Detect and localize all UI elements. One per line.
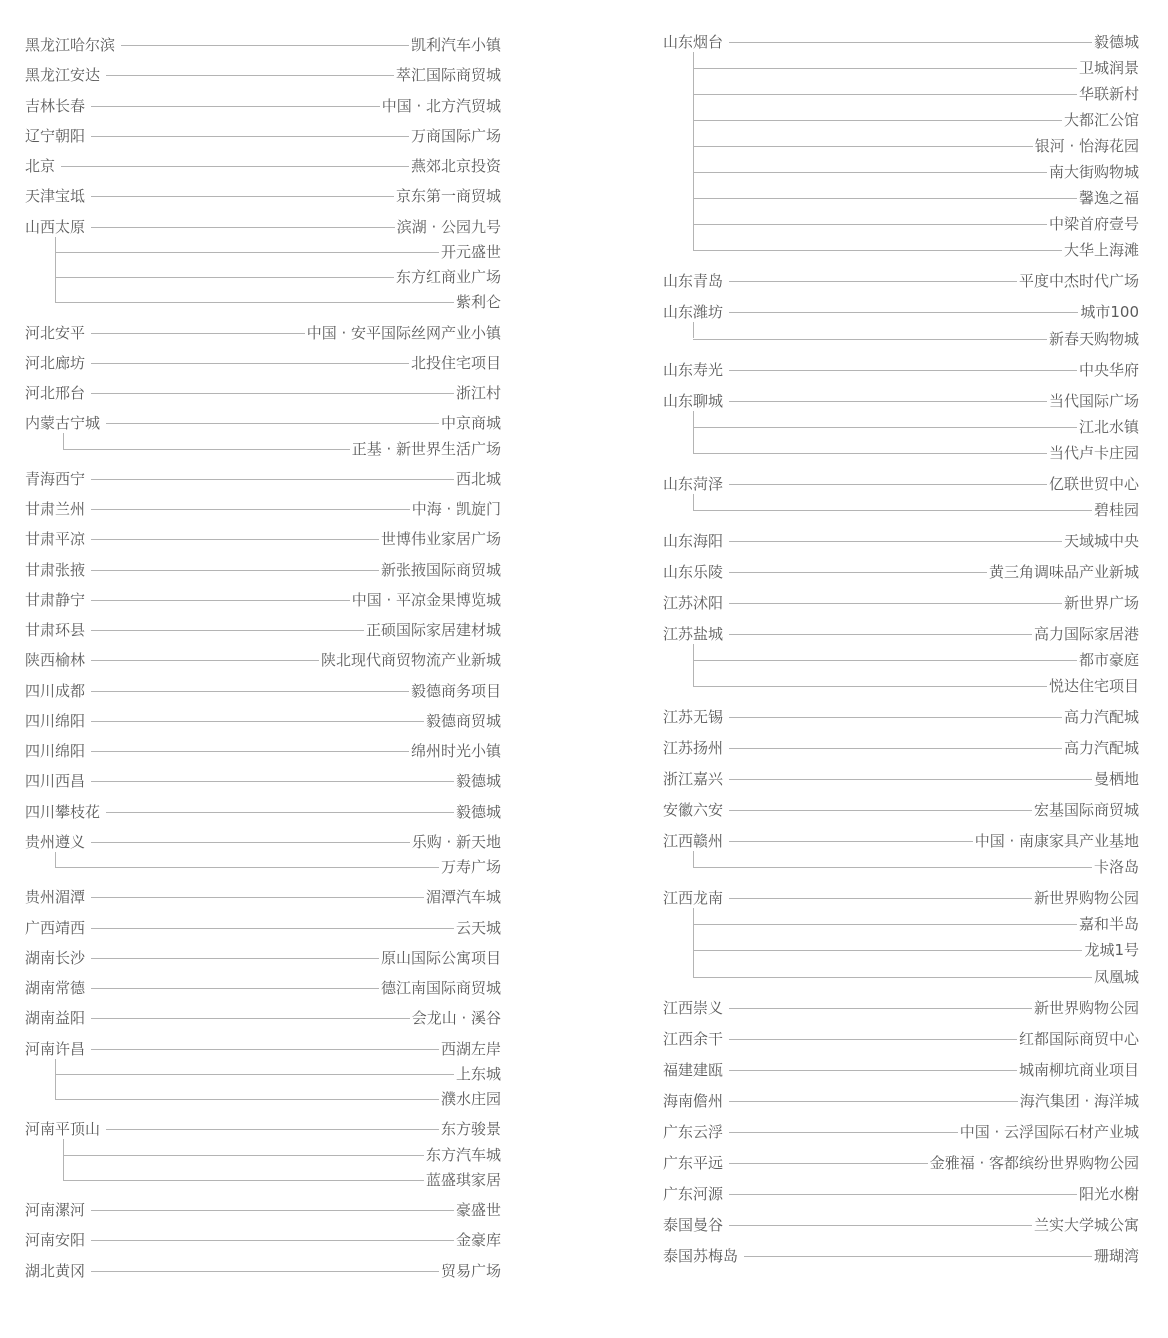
project-label: 中央华府 xyxy=(1078,360,1139,379)
connector-line xyxy=(693,453,1047,454)
connector-line xyxy=(91,363,409,364)
connector-line xyxy=(91,630,364,631)
connector-line xyxy=(693,924,1077,925)
connector-line xyxy=(693,510,1092,511)
location-label: 江苏沭阳 xyxy=(663,593,724,612)
location-label: 甘肃静宁 xyxy=(25,590,86,609)
project-label: 东方红商业广场 xyxy=(395,268,501,287)
project-label: 中京商城 xyxy=(440,414,501,433)
location-label: 吉林长春 xyxy=(25,96,86,115)
project-label: 中国 · 平凉金果博览城 xyxy=(351,590,501,609)
connector-line xyxy=(63,1155,424,1156)
project-label: 兰实大学城公寓 xyxy=(1033,1215,1139,1234)
location-label: 黑龙江哈尔滨 xyxy=(25,36,116,54)
branch-line xyxy=(693,908,694,976)
connector-line xyxy=(106,1129,439,1130)
project-label: 平度中杰时代广场 xyxy=(1018,272,1139,291)
project-label: 银河 · 怡海花园 xyxy=(1034,137,1139,156)
location-label: 河南安阳 xyxy=(25,1231,86,1250)
project-label: 乐购 · 新天地 xyxy=(411,832,501,851)
location-label: 浙江嘉兴 xyxy=(663,770,724,789)
project-label: 亿联世贸中心 xyxy=(1048,474,1139,493)
connector-line xyxy=(729,484,1047,485)
connector-line xyxy=(729,810,1032,811)
location-label: 广东平远 xyxy=(663,1153,724,1172)
location-label: 湖南常德 xyxy=(25,979,86,998)
location-label: 青海西宁 xyxy=(25,469,86,488)
location-label: 海南儋州 xyxy=(663,1091,724,1110)
project-label: 宏基国际商贸城 xyxy=(1033,801,1139,820)
connector-line xyxy=(91,751,409,752)
project-label: 毅德商务项目 xyxy=(410,681,501,700)
project-label: 东方骏景 xyxy=(440,1120,501,1139)
project-label: 海汽集团 · 海洋城 xyxy=(1019,1091,1139,1110)
location-label: 广东河源 xyxy=(663,1184,724,1203)
connector-line xyxy=(693,224,1047,225)
location-label: 湖南长沙 xyxy=(25,948,86,967)
location-label: 山东聊城 xyxy=(663,391,724,410)
project-label: 阳光水榭 xyxy=(1078,1184,1139,1203)
project-label: 毅德城 xyxy=(455,772,501,791)
location-label: 福建建瓯 xyxy=(663,1060,724,1079)
project-label: 浙江村 xyxy=(455,384,501,403)
location-label: 广东云浮 xyxy=(663,1122,724,1141)
project-label: 北投住宅项目 xyxy=(410,353,501,372)
project-label: 新春天购物城 xyxy=(1048,329,1139,348)
location-label: 四川西昌 xyxy=(25,772,86,791)
project-label: 新世界购物公园 xyxy=(1033,889,1139,908)
location-label: 山西太原 xyxy=(25,217,86,236)
project-label: 开元盛世 xyxy=(440,242,501,261)
location-label: 甘肃平凉 xyxy=(25,530,86,549)
location-label: 河南许昌 xyxy=(25,1039,86,1058)
connector-line xyxy=(693,977,1092,978)
project-label: 中国 · 北方汽贸城 xyxy=(381,96,501,115)
branch-line xyxy=(55,1059,56,1100)
project-label: 燕郊北京投资 xyxy=(410,157,501,176)
project-label: 万寿广场 xyxy=(440,858,501,877)
location-label: 江苏扬州 xyxy=(663,739,724,758)
connector-line xyxy=(55,867,439,868)
connector-line xyxy=(91,1210,454,1211)
connector-line xyxy=(729,841,973,842)
project-label: 滨湖 · 公园九号 xyxy=(396,217,501,236)
location-label: 山东海阳 xyxy=(663,531,724,550)
project-label: 会龙山 · 溪谷 xyxy=(411,1009,501,1028)
connector-line xyxy=(91,1240,454,1241)
location-label: 江西龙南 xyxy=(663,889,724,908)
connector-line xyxy=(729,541,1062,542)
connector-line xyxy=(91,479,454,480)
project-label: 碧桂园 xyxy=(1093,500,1139,519)
location-label: 泰国苏梅岛 xyxy=(663,1246,739,1265)
branch-line xyxy=(693,411,694,453)
connector-line xyxy=(693,94,1077,95)
branch-line xyxy=(693,644,694,686)
project-label: 德江南国际商贸城 xyxy=(380,979,501,998)
project-label: 华联新村 xyxy=(1078,85,1139,104)
location-label: 河南漯河 xyxy=(25,1201,86,1220)
location-label: 山东寿光 xyxy=(663,360,724,379)
connector-line xyxy=(91,227,395,228)
project-label: 曼栖地 xyxy=(1093,770,1139,789)
connector-line xyxy=(121,45,409,46)
location-label: 甘肃张掖 xyxy=(25,560,86,579)
connector-line xyxy=(55,1074,454,1075)
project-label: 悦达住宅项目 xyxy=(1048,677,1139,696)
location-label: 山东烟台 xyxy=(663,33,724,51)
location-label: 贵州湄潭 xyxy=(25,888,86,907)
connector-line xyxy=(729,1008,1032,1009)
project-label: 濮水庄园 xyxy=(440,1090,501,1109)
branch-line xyxy=(693,52,694,250)
location-label: 四川绵阳 xyxy=(25,711,86,730)
project-label: 正基 · 新世界生活广场 xyxy=(351,439,501,458)
connector-line xyxy=(744,1256,1092,1257)
location-label: 北京 xyxy=(25,157,56,176)
connector-line xyxy=(693,660,1077,661)
project-label: 当代国际广场 xyxy=(1048,391,1139,410)
connector-line xyxy=(729,898,1032,899)
project-label: 大都汇公馆 xyxy=(1063,111,1139,130)
project-label: 贸易广场 xyxy=(440,1261,501,1280)
connector-line xyxy=(55,302,454,303)
project-label: 中梁首府壹号 xyxy=(1048,215,1139,234)
project-label: 湄潭汽车城 xyxy=(425,888,501,907)
location-label: 天津宝坻 xyxy=(25,187,86,206)
location-label: 江西崇义 xyxy=(663,998,724,1017)
connector-line xyxy=(106,75,394,76)
project-label: 嘉和半岛 xyxy=(1078,915,1139,934)
project-label: 中国 · 南康家具产业基地 xyxy=(974,832,1139,851)
connector-line xyxy=(63,1180,424,1181)
connector-line xyxy=(91,1049,439,1050)
branch-line xyxy=(693,494,694,510)
location-label: 江苏无锡 xyxy=(663,708,724,727)
location-label: 江苏盐城 xyxy=(663,624,724,643)
location-label: 黑龙江安达 xyxy=(25,66,101,85)
connector-line xyxy=(693,68,1077,69)
location-label: 江西余干 xyxy=(663,1029,724,1048)
project-label: 万商国际广场 xyxy=(410,126,501,145)
connector-line xyxy=(91,928,454,929)
project-label: 大华上海滩 xyxy=(1063,241,1139,260)
connector-line xyxy=(729,1070,1017,1071)
connector-line xyxy=(91,958,379,959)
location-label: 山东菏泽 xyxy=(663,474,724,493)
location-label: 湖北黄冈 xyxy=(25,1261,86,1280)
project-label: 中国 · 云浮国际石材产业城 xyxy=(959,1122,1139,1141)
location-label: 四川攀枝花 xyxy=(25,802,101,821)
project-label: 江北水镇 xyxy=(1078,417,1139,436)
connector-line xyxy=(729,401,1047,402)
connector-line xyxy=(55,1099,439,1100)
location-label: 内蒙古宁城 xyxy=(25,414,101,433)
project-label: 金雅福 · 客都缤纷世界购物公园 xyxy=(929,1153,1139,1172)
project-label: 东方汽车城 xyxy=(425,1145,501,1164)
right-column xyxy=(663,0,1139,1338)
project-label: 城南柳坑商业项目 xyxy=(1018,1060,1139,1079)
connector-line xyxy=(91,1018,410,1019)
connector-line xyxy=(729,634,1032,635)
project-label: 卫城润景 xyxy=(1078,59,1139,78)
location-label: 辽宁朝阳 xyxy=(25,126,86,145)
connector-line xyxy=(729,748,1062,749)
location-label: 泰国曼谷 xyxy=(663,1215,724,1234)
connector-line xyxy=(729,1132,958,1133)
connector-line xyxy=(693,339,1047,340)
connector-line xyxy=(55,252,439,253)
project-label: 紫利仑 xyxy=(455,293,501,312)
connector-line xyxy=(55,277,394,278)
project-label: 高力汽配城 xyxy=(1063,739,1139,758)
branch-line xyxy=(693,851,694,867)
connector-line xyxy=(729,1101,1018,1102)
connector-line xyxy=(729,370,1077,371)
connector-line xyxy=(729,779,1092,780)
project-label: 都市豪庭 xyxy=(1078,651,1139,670)
location-label: 河北邢台 xyxy=(25,384,86,403)
project-label: 原山国际公寓项目 xyxy=(380,948,501,967)
connector-line xyxy=(693,950,1082,951)
project-label: 卡洛岛 xyxy=(1093,858,1139,877)
project-label: 萃汇国际商贸城 xyxy=(395,66,501,85)
location-label: 广西靖西 xyxy=(25,918,86,937)
project-label: 红都国际商贸中心 xyxy=(1018,1029,1139,1048)
project-label: 上东城 xyxy=(455,1064,501,1083)
connector-line xyxy=(729,1225,1032,1226)
location-label: 湖南益阳 xyxy=(25,1009,86,1028)
project-label: 高力国际家居港 xyxy=(1033,624,1139,643)
connector-line xyxy=(729,603,1062,604)
connector-line xyxy=(729,1039,1017,1040)
project-label: 西湖左岸 xyxy=(440,1039,501,1058)
project-label: 馨逸之福 xyxy=(1078,189,1139,208)
connector-line xyxy=(729,572,987,573)
project-label: 新世界广场 xyxy=(1063,593,1139,612)
connector-line xyxy=(729,717,1062,718)
branch-line xyxy=(55,852,56,867)
connector-line xyxy=(91,660,319,661)
project-label: 城市100 xyxy=(1080,303,1139,322)
project-label: 毅德城 xyxy=(455,802,501,821)
project-label: 绵州时光小镇 xyxy=(410,742,501,761)
location-label: 四川绵阳 xyxy=(25,742,86,761)
location-label: 甘肃环县 xyxy=(25,621,86,640)
connector-line xyxy=(91,781,454,782)
connector-line xyxy=(91,509,410,510)
connector-line xyxy=(91,721,424,722)
project-label: 世博伟业家居广场 xyxy=(380,530,501,549)
location-label: 甘肃兰州 xyxy=(25,500,86,519)
location-label: 江西赣州 xyxy=(663,832,724,851)
project-label: 当代卢卡庄园 xyxy=(1048,443,1139,462)
location-label: 四川成都 xyxy=(25,681,86,700)
branch-line xyxy=(693,322,694,338)
connector-line xyxy=(91,988,379,989)
location-label: 山东乐陵 xyxy=(663,562,724,581)
connector-line xyxy=(729,281,1017,282)
connector-line xyxy=(693,120,1062,121)
connector-line xyxy=(106,812,454,813)
connector-line xyxy=(91,539,379,540)
location-label: 贵州遵义 xyxy=(25,832,86,851)
connector-line xyxy=(91,333,305,334)
location-label: 陕西榆林 xyxy=(25,651,86,670)
project-label: 毅德商贸城 xyxy=(425,711,501,730)
branch-line xyxy=(63,433,64,448)
project-label: 京东第一商贸城 xyxy=(395,187,501,206)
project-label: 凯利汽车小镇 xyxy=(410,36,501,54)
connector-line xyxy=(91,691,409,692)
location-label: 山东潍坊 xyxy=(663,303,724,322)
connector-line xyxy=(91,196,394,197)
branch-line xyxy=(55,237,56,303)
connector-line xyxy=(693,172,1047,173)
connector-line xyxy=(91,897,424,898)
connector-line xyxy=(693,686,1047,687)
connector-line xyxy=(91,842,410,843)
location-label: 河南平顶山 xyxy=(25,1120,101,1139)
project-label: 陕北现代商贸物流产业新城 xyxy=(320,651,501,670)
project-label: 新张掖国际商贸城 xyxy=(380,560,501,579)
connector-line xyxy=(729,1194,1077,1195)
project-label: 中国 · 安平国际丝网产业小镇 xyxy=(306,323,501,342)
project-label: 金豪库 xyxy=(455,1231,501,1250)
project-label: 毅德城 xyxy=(1093,33,1139,51)
project-label: 豪盛世 xyxy=(455,1201,501,1220)
connector-line xyxy=(693,250,1062,251)
connector-line xyxy=(693,427,1077,428)
project-label: 西北城 xyxy=(455,469,501,488)
branch-line xyxy=(63,1139,64,1180)
project-label: 龙城1号 xyxy=(1084,941,1139,960)
project-label: 中海 · 凯旋门 xyxy=(411,500,501,519)
connector-line xyxy=(729,1163,928,1164)
connector-line xyxy=(91,600,350,601)
project-label: 蓝盛琪家居 xyxy=(425,1170,501,1189)
connector-line xyxy=(91,106,380,107)
project-label: 高力汽配城 xyxy=(1063,708,1139,727)
project-label: 新世界购物公园 xyxy=(1033,998,1139,1017)
location-label: 安徽六安 xyxy=(663,801,724,820)
connector-line xyxy=(729,42,1092,43)
connector-line xyxy=(729,312,1078,313)
location-label: 山东青岛 xyxy=(663,272,724,291)
connector-line xyxy=(693,867,1092,868)
connector-line xyxy=(91,570,379,571)
location-label: 河北安平 xyxy=(25,323,86,342)
connector-line xyxy=(61,166,409,167)
connector-line xyxy=(106,423,439,424)
connector-line xyxy=(91,1271,439,1272)
connector-line xyxy=(91,136,409,137)
project-label: 珊瑚湾 xyxy=(1093,1246,1139,1265)
project-label: 凤凰城 xyxy=(1093,967,1139,986)
project-label: 正硕国际家居建材城 xyxy=(365,621,501,640)
connector-line xyxy=(693,198,1077,199)
connector-line xyxy=(693,146,1033,147)
left-column xyxy=(25,0,501,1338)
location-label: 河北廊坊 xyxy=(25,353,86,372)
project-label: 黄三角调味品产业新城 xyxy=(988,562,1139,581)
connector-line xyxy=(63,449,350,450)
project-label: 云天城 xyxy=(455,918,501,937)
project-label: 南大街购物城 xyxy=(1048,163,1139,182)
connector-line xyxy=(91,393,454,394)
project-label: 天域城中央 xyxy=(1063,531,1139,550)
